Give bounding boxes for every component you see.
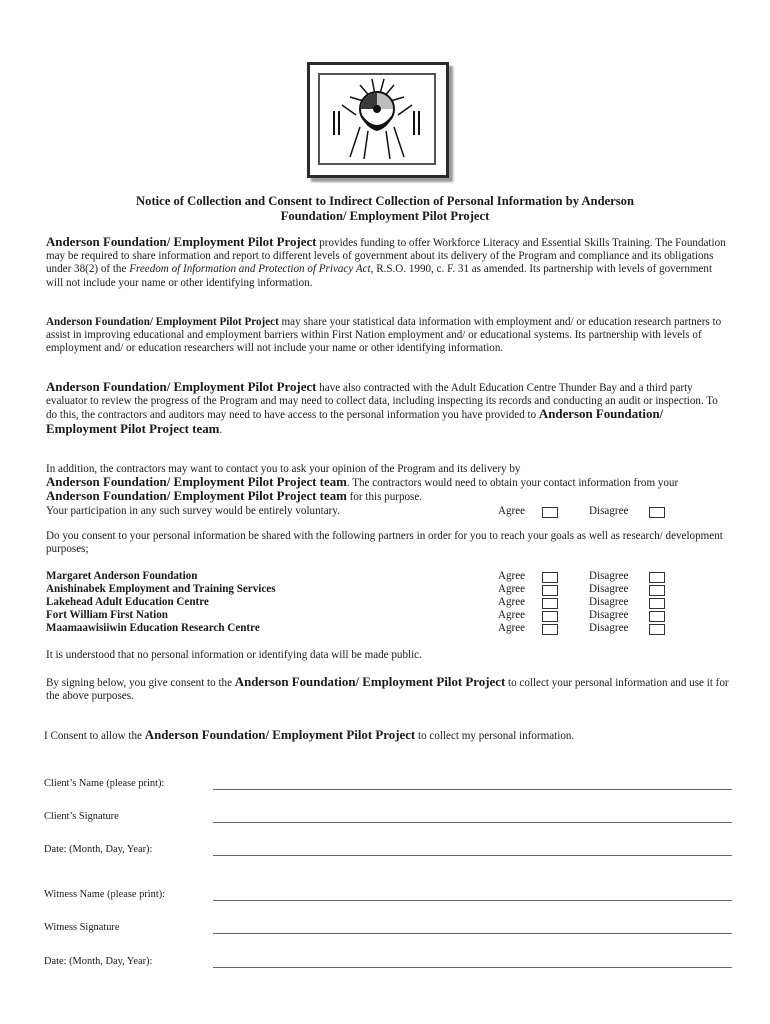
client-signature-label: Client’s Signature [44,811,119,822]
witness-signature-label: Witness Signature [44,922,120,933]
org-name: Anderson Foundation/ [538,407,664,422]
paragraph-statistics [46,316,730,356]
paragraph-text: In addition, the contractors may want to contact you to ask your opinion of the Program and its delivery by [46,463,521,475]
paragraph-text: to collect your personal information and use it for the above purposes. [46,677,729,703]
org-name: Anderson Foundation/ Employment Pilot Project [46,380,317,394]
paragraph-text: may share your statistical data information with employment and/ or education research partners to assist in improving educational and employment barriers within First Nation employment and/ or educational systems. Its partnership with levels of employment and/ or education researchers will not include your name or other identifying information. [46,316,722,355]
partner-agree-checkbox[interactable] [542,572,558,583]
paragraph-text: . [219,423,223,436]
partner-agree-label: Agree [498,596,526,608]
witness-signature-input[interactable] [213,933,732,934]
client-signature-input[interactable] [213,822,732,823]
partner-disagree-checkbox[interactable] [649,598,665,609]
partner-agree-label: Agree [498,622,526,634]
paragraph-text: to collect my personal information. [415,730,575,742]
partner-disagree-checkbox[interactable] [649,572,665,583]
partner-disagree-checkbox[interactable] [649,585,665,596]
partner-disagree-label: Disagree [589,609,629,621]
org-name: Anderson Foundation/ Employment Pilot Project [46,316,279,328]
circle-emblem-icon [320,75,434,163]
paragraph-signing [46,676,730,703]
foundation-logo [307,62,449,178]
partner-name: Fort William First Nation [46,609,168,621]
survey-disagree-checkbox[interactable] [649,507,665,518]
paragraph-text: It is understood that no personal information or identifying data will be made public. [46,649,422,661]
witness-date-input[interactable] [213,967,732,968]
survey-disagree-label: Disagree [589,505,629,517]
partner-disagree-label: Disagree [589,583,629,595]
partner-agree-checkbox[interactable] [542,624,558,635]
partner-agree-label: Agree [498,583,526,595]
partner-disagree-checkbox[interactable] [649,611,665,622]
act-name: Freedom of Information and Protection of Privacy Act [129,263,371,276]
partner-agree-checkbox[interactable] [542,611,558,622]
title-line-1: Notice of Collection and Consent to Indirect Collection of Personal Information by Anderson [136,194,634,208]
paragraph-text: I Consent to allow the [44,730,145,742]
partner-disagree-checkbox[interactable] [649,624,665,635]
partner-disagree-label: Disagree [589,596,629,608]
paragraph-text: . The contractors would need to obtain your contact information from your [346,477,679,490]
partner-disagree-label: Disagree [589,570,629,582]
org-name: Anderson Foundation/ Employment Pilot Project [144,728,416,742]
partner-disagree-label: Disagree [589,622,629,634]
logo-artwork [318,73,436,165]
paragraph-partners [46,530,730,556]
witness-name-label: Witness Name (please print): [44,889,166,900]
witness-name-input[interactable] [213,900,732,901]
paragraph-consent [44,729,684,743]
partner-name: Maamaawisiiwin Education Research Centre [46,622,260,634]
org-team: Anderson Foundation/ Employment Pilot Project team [46,475,347,490]
client-name-input[interactable] [213,789,732,790]
partner-name: Lakehead Adult Education Centre [46,596,209,608]
paragraph-text: By signing below, you give consent to the [46,677,235,689]
document-title [46,194,724,224]
partner-agree-checkbox[interactable] [542,598,558,609]
survey-agree-checkbox[interactable] [542,507,558,518]
paragraph-contractors [46,381,730,437]
partner-name: Anishinabek Employment and Training Services [46,583,276,595]
client-name-label: Client’s Name (please print): [44,778,165,789]
org-name: Anderson Foundation/ Employment Pilot Project [234,675,506,689]
client-date-input[interactable] [213,855,732,856]
paragraph-privacy [46,649,730,662]
partner-agree-checkbox[interactable] [542,585,558,596]
paragraph-text: Your participation in any such survey would be entirely voluntary. [46,504,340,517]
paragraph-text: for this purpose. [346,491,423,504]
org-name: Anderson Foundation/ Employment Pilot Project [46,235,317,249]
client-date-label: Date: (Month, Day, Year): [44,844,153,855]
witness-date-label: Date: (Month, Day, Year): [44,956,153,967]
paragraph-text: provides funding to offer Workforce Literacy and Essential Skills Training. The Foundation may be required to share information and report to different levels of government about its delivery of the Program and compliance and its obligations under 38(2) of the [46,237,726,276]
partner-agree-label: Agree [498,609,526,621]
survey-agree-label: Agree [498,505,526,517]
title-line-2: Foundation/ Employment Pilot Project [280,209,490,223]
partner-name: Margaret Anderson Foundation [46,570,198,582]
partner-agree-label: Agree [498,570,526,582]
paragraph-text: Do you consent to your personal information be shared with the following partners in order for you to reach your goals as well as research/ development purposes; [46,530,723,556]
org-team: Anderson Foundation/ Employment Pilot Project team [46,489,347,504]
paragraph-text: have also contracted with the Adult Education Centre Thunder Bay and a third party evaluator to review the progress of the Program and may need to collect data, including inspecting its records and conducting an audit or inspection. To do this, the contractors and auditors may need to have access to the personal information you have provided to [46,382,718,422]
paragraph-funding [46,236,730,290]
org-team: Employment Pilot Project team [46,421,220,436]
paragraph-text: , R.S.O. 1990, c. F. 31 as amended. Its partnership with levels of government will not include your name or other identifying information. [46,263,713,289]
